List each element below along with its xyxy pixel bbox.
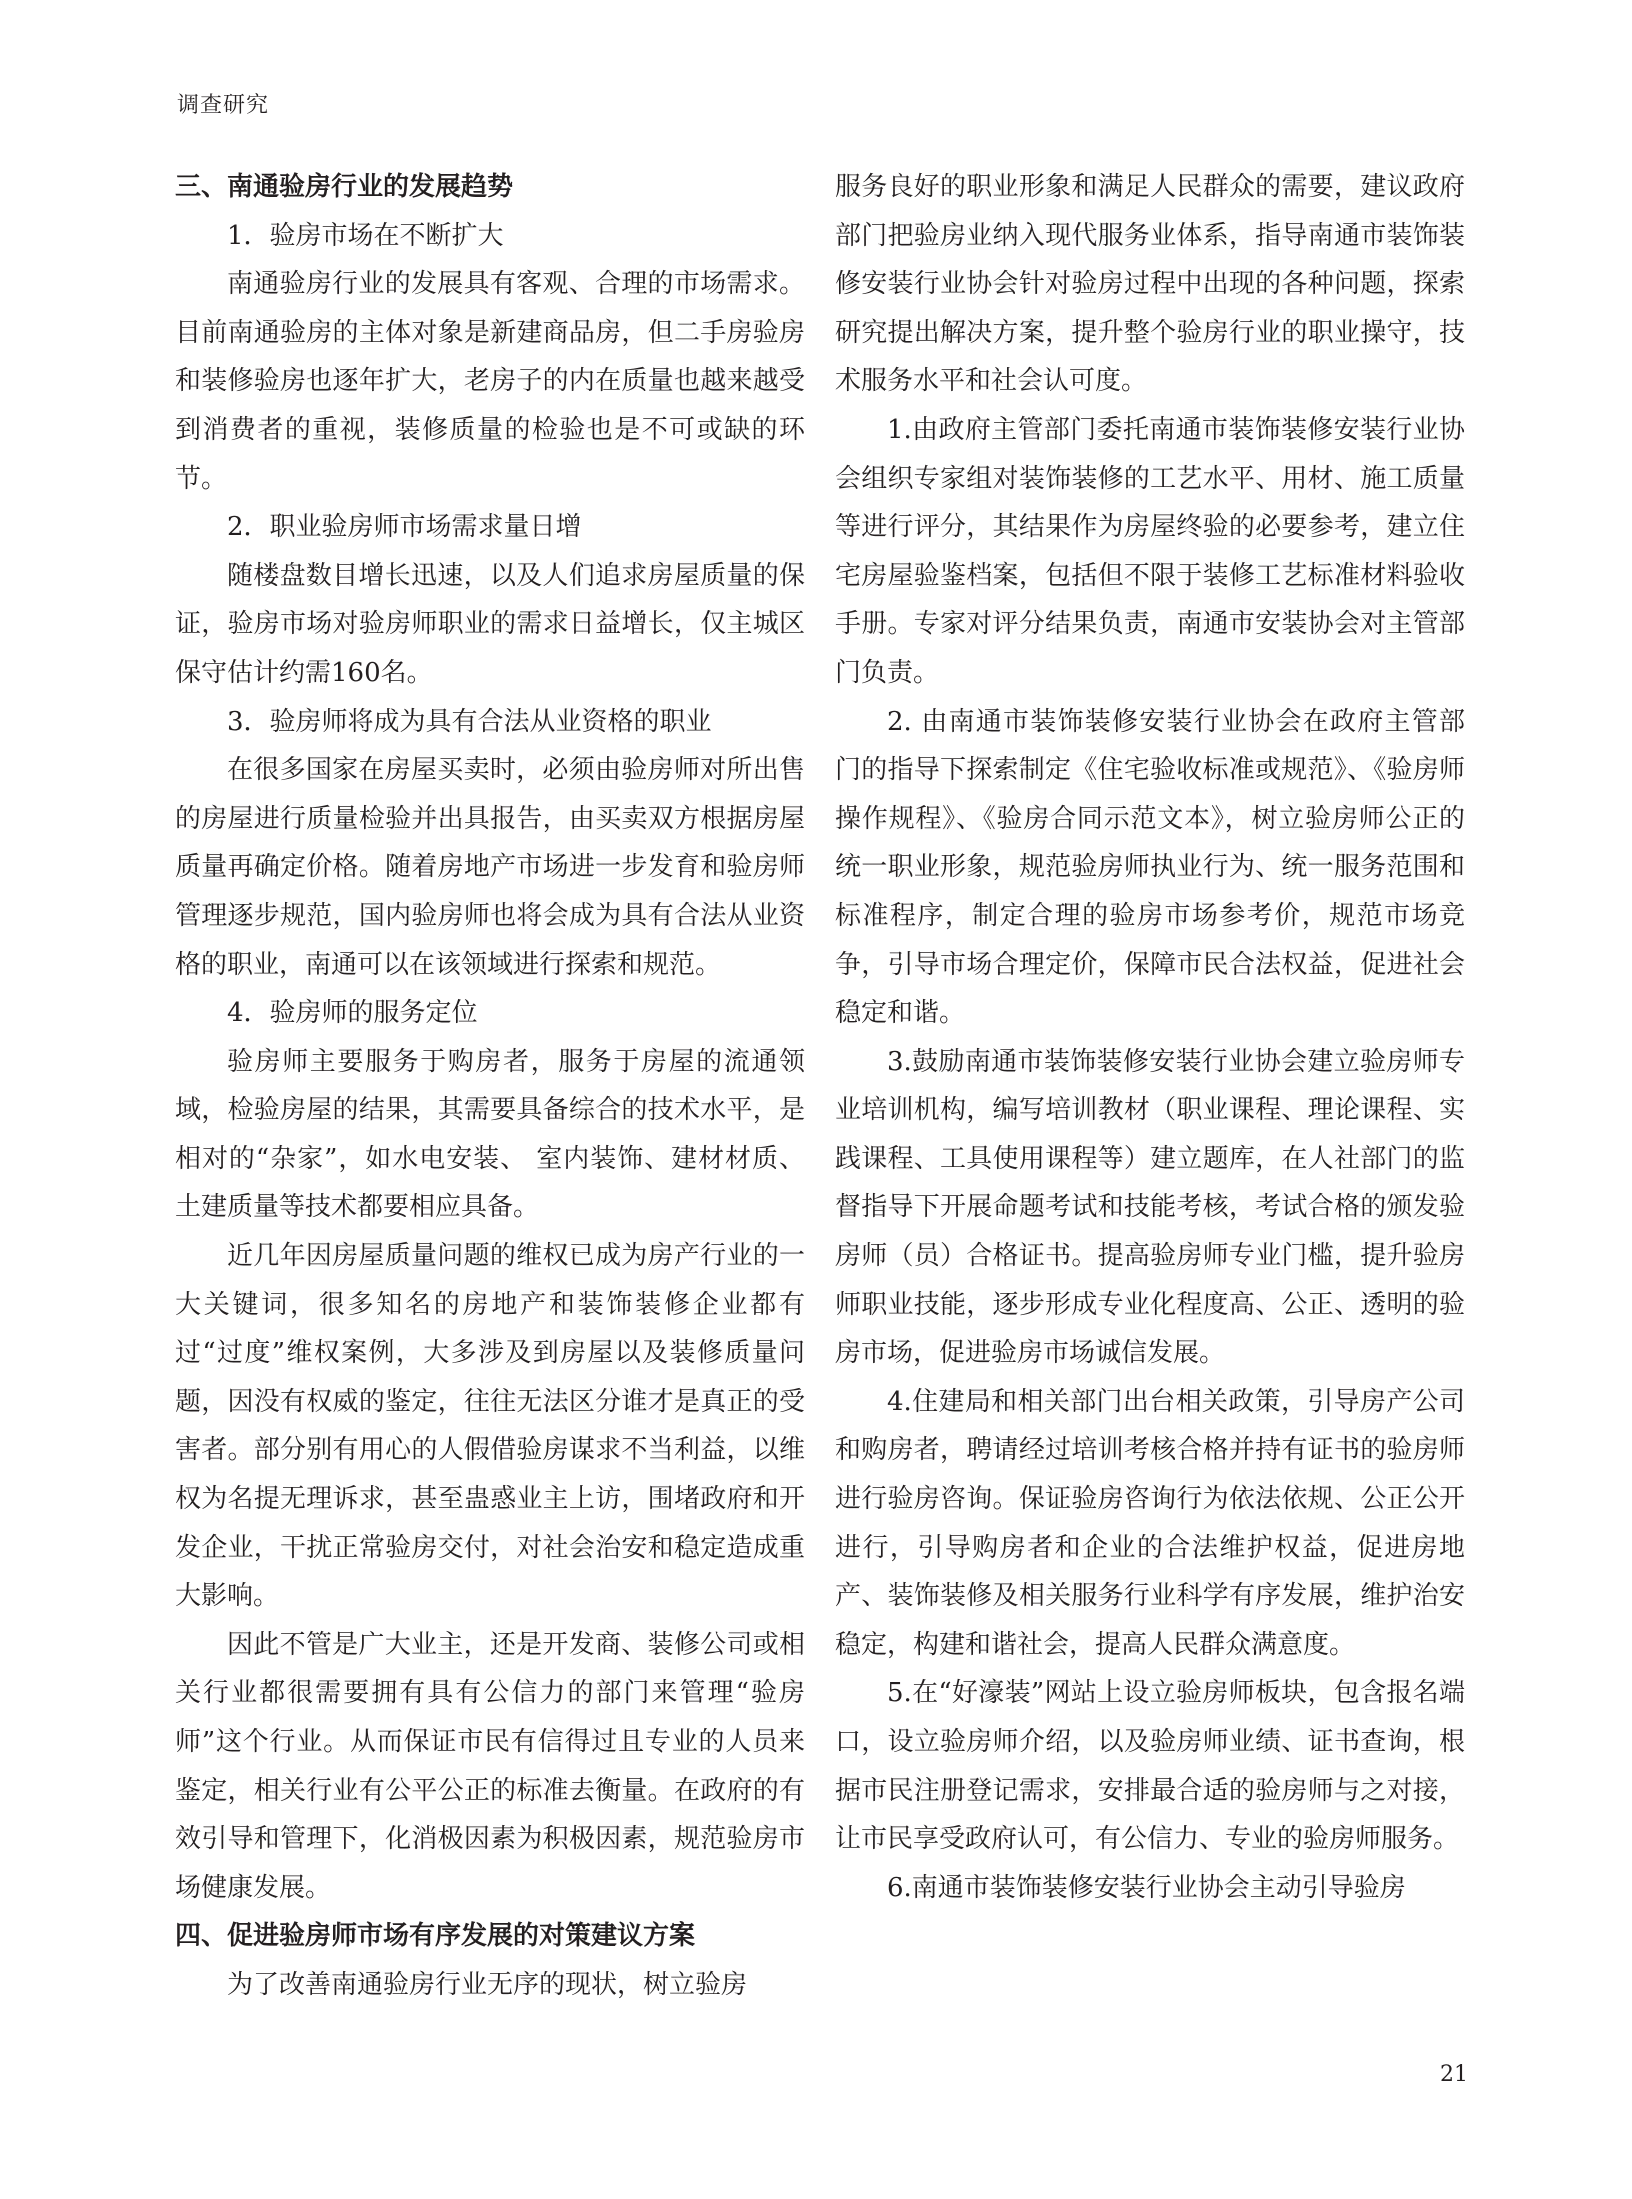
recommendation-3: 3.鼓励南通市装饰装修安装行业协会建立验房师专业培训机构，编写培训教材（职业课程、理论课程、实践课程、工具使用课程等）建立题库，在人社部门的监督指导下开展命题考试和技能考核，考试合格的颁发验房师（员）合格证书。提高验房师专业门槛，提升验房师职业技能，逐步形成专业化程度高、公正、透明的验房市场，促进验房市场诚信发展。: [835, 1046, 1465, 1369]
paragraph: 随楼盘数目增长迅速，以及人们追求房屋质量的保证，验房市场对验房师职业的需求日益增长，仅主城区保守估计约需160名。: [175, 560, 805, 688]
paragraph-continued: 服务良好的职业形象和满足人民群众的需要，建议政府部门把验房业纳入现代服务业体系，指导南通市装饰装修安装行业协会针对验房过程中出现的各种问题，探索研究提出解决方案，提升整个验房行业的职业操守，技术服务水平和社会认可度。: [835, 172, 1465, 397]
recommendation-6: 6.南通市装饰装修安装行业协会主动引导验房: [887, 1872, 1406, 1903]
section-heading-4: 四、促进验房师市场有序发展的对策建议方案: [175, 1921, 696, 1952]
paragraph: 南通验房行业的发展具有客观、合理的市场需求。目前南通验房的主体对象是新建商品房，但二手房验房和装修验房也逐年扩大，老房子的内在质量也越来越受到消费者的重视，装修质量的检验也是不可或缺的环节。: [175, 269, 805, 494]
paragraph: 在很多国家在房屋买卖时，必须由验房师对所出售的房屋进行质量检验并出具报告，由买卖双方根据房屋质量再确定价格。随着房地产市场进一步发育和验房师管理逐步规范，国内验房师也将会成为具有合法从业资格的职业，南通可以在该领域进行探索和规范。: [175, 755, 805, 980]
paragraph: 为了改善南通验房行业无序的现状，树立验房: [227, 1969, 748, 2000]
running-header: 调查研究: [177, 93, 270, 118]
paragraph: 验房师主要服务于购房者，服务于房屋的流通领域，检验房屋的结果，其需要具备综合的技术水平，是相对的“杂家”，如水电安装、 室内装饰、建材材质、土建质量等技术都要相应具备。: [175, 1046, 805, 1223]
section-heading-3: 三、南通验房行业的发展趋势: [175, 172, 514, 202]
right-column: [835, 163, 1465, 1912]
recommendation-4: 4.住建局和相关部门出台相关政策，引导房产公司和购房者，聘请经过培训考核合格并持有证书的验房师进行验房咨询。保证验房咨询行为依法依规、公正公开进行，引导购房者和企业的合法维护权益，促进房地产、装饰装修及相关服务行业科学有序发展，维护治安稳定，构建和谐社会，提高人民群众满意度。: [835, 1386, 1465, 1660]
recommendation-5: 5.在“好濠装”网站上设立验房师板块，包含报名端口，设立验房师介绍，以及验房师业绩、证书查询，根据市民注册登记需求，安排最合适的验房师与之对接，让市民享受政府认可，有公信力、专业的验房师服务。: [835, 1678, 1465, 1855]
subheading-4: 4．验房师的服务定位: [227, 998, 478, 1029]
page-number: 21: [1440, 2062, 1468, 2087]
left-column: [175, 163, 805, 2010]
paragraph: 近几年因房屋质量问题的维权已成为房产行业的一大关键词，很多知名的房地产和装饰装修企业都有过“过度”维权案例，大多涉及到房屋以及装修质量问题，因没有权威的鉴定，往往无法区分谁才是真正的受害者。部分别有用心的人假借验房谋求不当利益，以维权为名提无理诉求，甚至蛊惑业主上访，围堵政府和开发企业，干扰正常验房交付，对社会治安和稳定造成重大影响。: [175, 1241, 805, 1612]
subheading-2: 2．职业验房师市场需求量日增: [227, 512, 582, 543]
recommendation-2: 2. 由南通市装饰装修安装行业协会在政府主管部门的指导下探索制定《住宅验收标准或规范》、《验房师操作规程》、《验房合同示范文本》，树立验房师公正的统一职业形象，规范验房师执业行为、统一服务范围和标准程序，制定合理的验房市场参考价，规范市场竞争，引导市场合理定价，保障市民合法权益，促进社会稳定和谐。: [835, 706, 1465, 1029]
recommendation-1: 1.由政府主管部门委托南通市装饰装修安装行业协会组织专家组对装饰装修的工艺水平、用材、施工质量等进行评分，其结果作为房屋终验的必要参考，建立住宅房屋验鉴档案，包括但不限于装修工艺标准材料验收手册。专家对评分结果负责，南通市安装协会对主管部门负责。: [835, 414, 1465, 688]
subheading-3: 3．验房师将成为具有合法从业资格的职业: [227, 706, 712, 737]
paragraph: 因此不管是广大业主，还是开发商、装修公司或相关行业都很需要拥有具有公信力的部门来管理“验房师”这个行业。从而保证市民有信得过且专业的人员来鉴定，相关行业有公平公正的标准去衡量。在政府的有效引导和管理下，化消极因素为积极因素，规范验房市场健康发展。: [175, 1629, 805, 1903]
subheading-1: 1．验房市场在不断扩大: [227, 220, 504, 251]
